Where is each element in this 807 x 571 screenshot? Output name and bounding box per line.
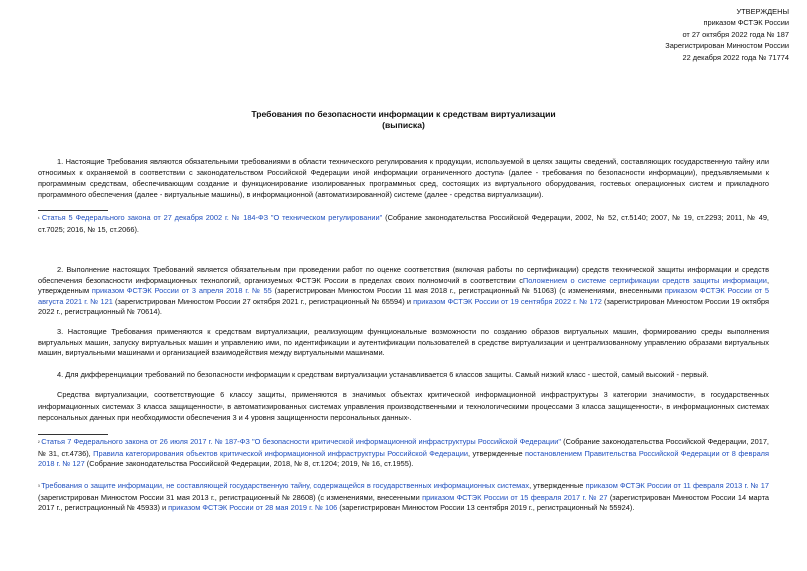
paragraph-text: Средства виртуализации, соответствующие 6 классу защиты, применяются в значимых объектах критической информационной инфраструктуры 3 категории значимости (57, 390, 693, 399)
footnote-separator (38, 434, 108, 435)
paragraph-text: , в автоматизированных системах управления производственными и технологическими процессами 3 класса защищенности (222, 401, 660, 411)
approval-block (665, 6, 789, 63)
footnote-3 (38, 481, 769, 514)
footnote-text: (Собрание законодательства Российской Федерации, 2018, № 8, ст.1204; 2019, № 16, ст.1955). (84, 459, 414, 469)
paragraph-text: . (409, 413, 412, 423)
order-link[interactable]: приказом ФСТЭК России от 19 сентября 2022 г. № 172 (413, 296, 602, 306)
order-link[interactable]: приказом ФСТЭК России от 3 апреля 2018 г. № 55 (91, 286, 272, 296)
title-subtitle: (выписка) (382, 120, 425, 131)
footnote-separator (38, 210, 108, 211)
paragraph-text: (зарегистрирован Минюстом России 19 октября 2022 г., регистрационный № 70614). (38, 296, 770, 317)
certification-regulation-link[interactable]: Положением о системе сертификации средств защиты информации (522, 275, 767, 285)
footnote-marker: ⁵ (407, 416, 410, 423)
requirements-link[interactable]: Требования о защите информации, не составляющей государственную тайну, содержащейся в государственных информационных системах (41, 481, 530, 490)
document-title (0, 109, 807, 131)
paragraph-text: 2. Выполнение настоящих Требований является обязательным при проведении работ по оценке соответствия (включая работы по сертификации) средств технической защиты информации и средств обеспечения безопасности информационных технологий, организуемых ФСТЭК России в пределах своих полномочий в соответствии с (38, 265, 769, 285)
footnote-1 (38, 213, 769, 235)
footnote-text: (зарегистрирован Минюстом России 31 мая 2013 г., регистрационный № 28608) (с изменениями, внесенными (38, 492, 423, 502)
footnote-text: (Собрание законодательства Российской Федерации, 2002, № 52, ст.5140; 2007, № 19, ст.2293; 2011, № 49, ст.7025; 2016, № 15, ст.2066). (38, 213, 769, 234)
paragraph-3: 3. Настоящие Требования применяются к средствам виртуализации, реализующим функциональные возможности по созданию образов виртуальных машин, формированию среды выполнения виртуальных машин, запуску виртуальных машин и управлению ими, по идентификации и аутентификации пользователей в средстве виртуализации и централизованному управлению образами виртуальных машин, виртуальными машинами и организацией взаимодействия между виртуальными машинами. (38, 327, 769, 358)
order-link[interactable]: приказом ФСТЭК России от 11 февраля 2013 г. № 17 (585, 481, 769, 490)
paragraph-text: , в государственных информационных системах 3 класса защищенности (38, 390, 769, 411)
rules-link[interactable]: Правила категорирования объектов критической информационной инфраструктуры Российской Федерации (93, 448, 468, 458)
paragraph-2 (38, 265, 769, 318)
order-link[interactable]: приказом ФСТЭК России от 15 февраля 2017 г. № 27 (422, 492, 608, 502)
footnote-text: , утвержденные (467, 448, 526, 458)
footnote-marker: ³ (38, 484, 42, 490)
footnote-marker: ¹ (502, 170, 505, 177)
order-link[interactable]: приказом ФСТЭК России от 5 августа 2021 г. № 121 (38, 286, 769, 306)
paragraph-text: (далее - требования по безопасности информации), предъявляемыми к программным средствам, обеспечивающим создание и функционирование изолированных программных сред, состоящих из виртуального оборудования, гостевых операционных систем и прикладного программного обеспечения (далее - виртуальные машины), в информационной (автоматизированной) системе (далее - средства виртуализации). (38, 167, 769, 199)
footnote-text: (Собрание законодательства Российской Федерации, 2017, № 31, ст.4736), (38, 437, 769, 458)
paragraph-text: , утвержденным (38, 275, 769, 296)
approval-line: УТВЕРЖДЕНЫ (736, 7, 789, 16)
paragraph-text: (зарегистрирован Минюстом России 27 октября 2021 г., регистрационный № 65594) и (112, 296, 414, 306)
footnote-marker: ² (38, 440, 42, 446)
paragraph-1 (38, 157, 769, 200)
approval-line: 22 декабря 2022 года № 71774 (682, 52, 789, 62)
resolution-link[interactable]: постановлением Правительства Российской Федерации от 8 февраля 2018 г. № 127 (38, 448, 769, 469)
paragraph-5 (38, 390, 769, 425)
footnote-2 (38, 437, 769, 470)
footnote-marker: ⁴ (659, 404, 662, 411)
approval-line: от 27 октября 2022 года № 187 (682, 29, 789, 39)
approval-line: Зарегистрирован Минюстом России (665, 41, 789, 51)
title-main: Требования по безопасности информации к средствам виртуализации (251, 109, 556, 119)
footnote-marker: ¹ (38, 216, 42, 222)
footnote-marker: ² (692, 393, 694, 399)
paragraph-text: , в информационных системах персональных данных при необходимости обеспечения 3 и 4 уровня защищенности персональных данных (38, 401, 769, 423)
paragraph-4: 4. Для дифференциации требований по безопасности информации к средствам виртуализации устанавливается 6 классов защиты. Самый низкий класс - шестой, самый высокий - первый. (57, 370, 709, 379)
footnote-text: (зарегистрирован Минюстом России 14 марта 2017 г., регистрационный № 45933) и (38, 492, 769, 513)
paragraph-text: (зарегистрирован Минюстом России 11 мая 2018 г., регистрационный № 51063) (с изменениями, внесенными (271, 286, 665, 296)
footnote-marker: ³ (220, 404, 223, 411)
paragraph-text: 1. Настоящие Требования являются обязательными требованиями в области технического регулирования к продукции, используемой в целях защиты сведений, составляющих государственную тайну или относимых к охраняемой в соответствии с законодательством Российской Федерации иной информации ограниченного доступа (38, 157, 769, 177)
approval-line: приказом ФСТЭК России (703, 18, 789, 28)
law-link[interactable]: Статья 5 Федерального закона от 27 декабря 2002 г. № 184-ФЗ "О техническом регулировании" (41, 213, 383, 222)
law-link[interactable]: Статья 7 Федерального закона от 26 июля 2017 г. № 187-ФЗ "О безопасности критической информационной инфраструктуры Российской Федерации" (41, 437, 561, 446)
order-link[interactable]: приказом ФСТЭК России от 28 мая 2019 г. № 106 (168, 503, 338, 513)
footnote-text: , утвержденные (529, 481, 586, 490)
footnote-text: (зарегистрирован Минюстом России 13 сентября 2019 г., регистрационный № 55924). (337, 503, 635, 513)
